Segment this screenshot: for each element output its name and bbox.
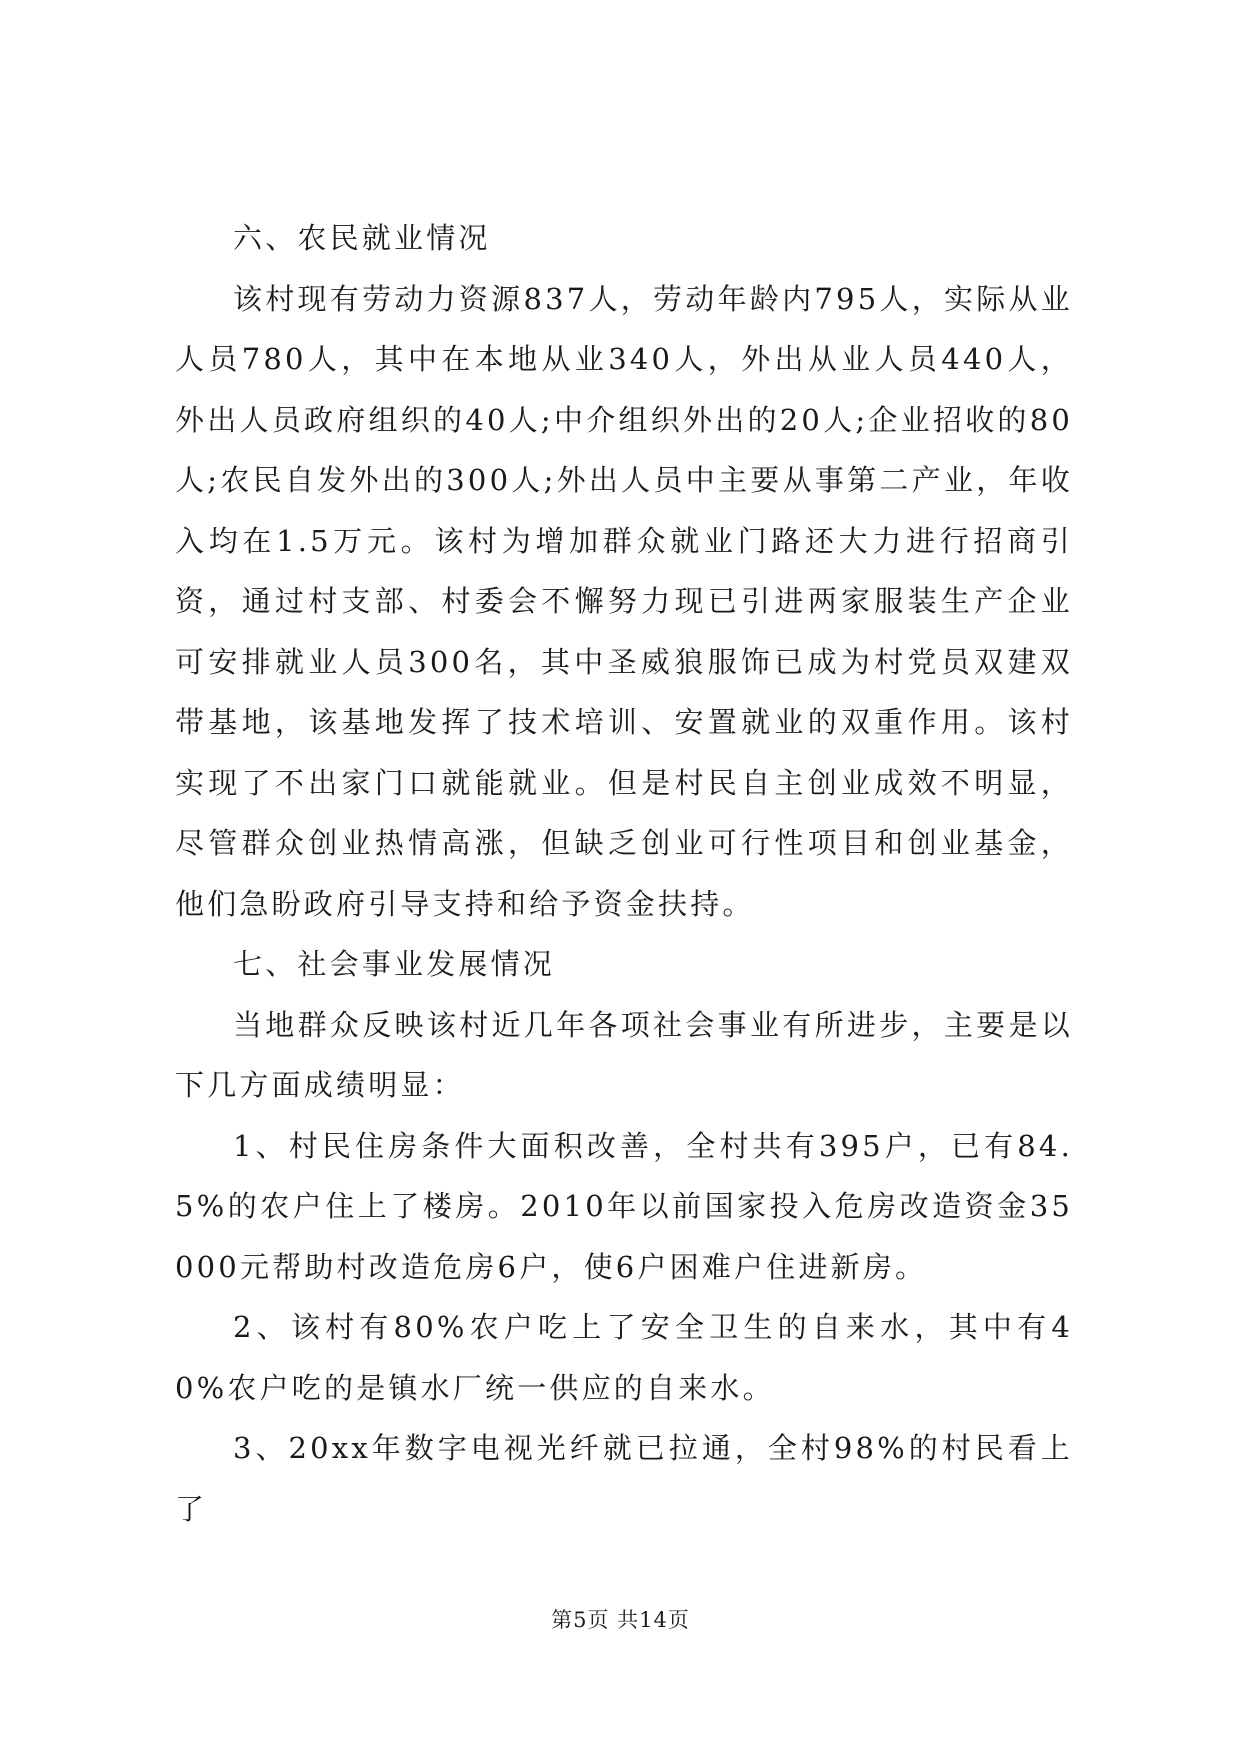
section-heading-employment: 六、农民就业情况 [233, 221, 491, 255]
paragraph-housing: 1、村民住房条件大面积改善，全村共有395户，已有84.5%的农户住上了楼房。2010年以前国家投入危房改造资金35000元帮助村改造危房6户，使6户困难户住进新房。 [175, 1128, 1073, 1284]
document-body [175, 208, 1073, 1539]
paragraph-employment: 该村现有劳动力资源837人，劳动年龄内795人，实际从业人员780人，其中在本地从业340人，外出从业人员440人，外出人员政府组织的40人;中介组织外出的20人;企业招收的80人;农民自发外出的300人;外出人员中主要从事第二产业，年收入均在1.5万元。该村为增加群众就业门路还大力进行招商引资，通过村支部、村委会不懈努力现已引进两家服装生产企业可安排就业人员300名，其中圣威狼服饰已成为村党员双建双带基地，该基地发挥了技术培训、安置就业的双重作用。该村实现了不出家门口就能就业。但是村民自主创业成效不明显，尽管群众创业热情高涨，但缺乏创业可行性项目和创业基金，他们急盼政府引导支持和给予资金扶持。 [175, 281, 1073, 921]
paragraph-social-intro: 当地群众反映该村近几年各项社会事业有所进步，主要是以下几方面成绩明显： [175, 1007, 1073, 1102]
page-number-footer: 第5页 共14页 [551, 1608, 690, 1632]
section-heading-social: 七、社会事业发展情况 [233, 947, 556, 981]
paragraph-water: 2、该村有80%农户吃上了安全卫生的自来水，其中有40%农户吃的是镇水厂统一供应的自来水。 [175, 1310, 1073, 1405]
paragraph-tv: 3、20xx年数字电视光纤就已拉通，全村98%的村民看上了 [175, 1431, 1073, 1526]
